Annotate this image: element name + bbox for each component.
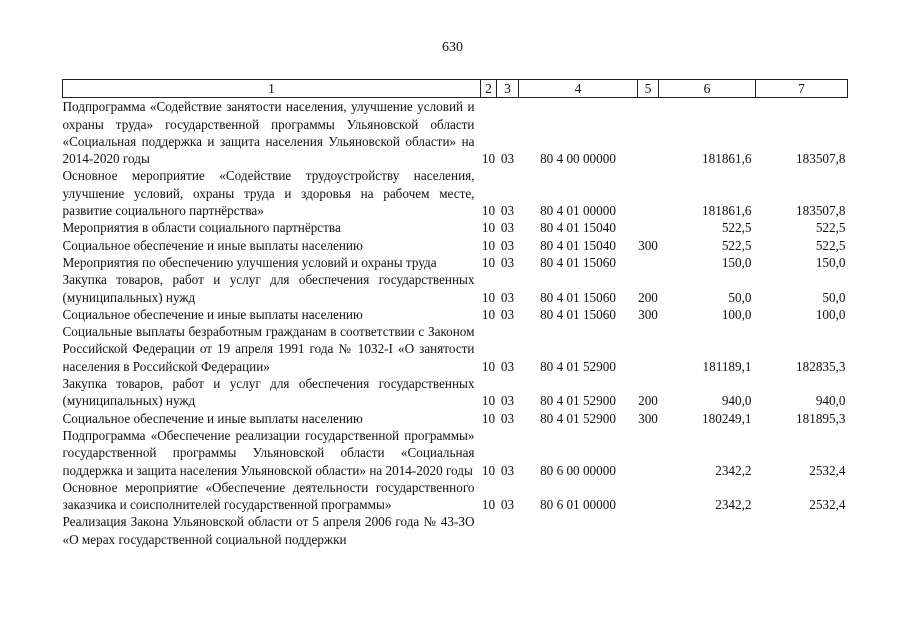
row-section (481, 513, 497, 548)
row-expense-type (638, 254, 659, 271)
row-amount-year1: 2342,2 (715, 462, 752, 478)
row-name: Социальное обеспечение и иные выплаты населению (62, 306, 363, 322)
row-amount-year1: 50,0 (728, 289, 752, 305)
row-name: Подпрограмма «Содействие занятости населения, улучшение условий и охраны труда» государственной программы Ульяновской области «Социальная поддержка и защита населения Ульяновской области» на 2014-2020 годы (62, 99, 475, 167)
row-name: Мероприятия в области социального партнёрства (62, 220, 341, 236)
row-subsection (497, 513, 519, 548)
row-expense-type (638, 323, 659, 375)
row-section: 10 (481, 220, 496, 236)
table-row (63, 427, 848, 479)
row-target-article: 80 4 01 52900 (540, 393, 616, 409)
row-name: Подпрограмма «Обеспечение реализации государственной программы» государственной программы Ульяновской области «Социальная поддержка и защита населения Ульяновской области» на 2014-2020 годы (62, 427, 475, 478)
row-amount-year1: 522,5 (721, 237, 752, 253)
row-expense-type: 300 (638, 306, 658, 322)
row-target-article: 80 4 01 52900 (540, 410, 616, 426)
row-section: 10 (481, 151, 496, 167)
row-expense-type (638, 98, 659, 168)
row-target-article: 80 6 00 00000 (540, 462, 616, 478)
row-target-article: 80 4 01 00000 (540, 203, 616, 219)
header-col-4: 4 (519, 80, 638, 98)
row-expense-type: 200 (638, 289, 658, 305)
row-amount-year2: 522,5 (815, 220, 846, 236)
table-row (63, 323, 848, 375)
table-row (63, 167, 848, 219)
row-amount-year2 (756, 513, 848, 548)
header-row (63, 80, 848, 98)
row-amount-year2: 522,5 (815, 237, 846, 253)
row-section: 10 (481, 393, 496, 409)
row-amount-year2: 940,0 (815, 393, 846, 409)
row-expense-type (638, 219, 659, 236)
header-col-7: 7 (756, 80, 848, 98)
row-expense-type (638, 167, 659, 219)
row-name: Реализация Закона Ульяновской области от 5 апреля 2006 года № 43-ЗО «О мерах государственной социальной поддержки (62, 514, 475, 547)
row-target-article: 80 4 01 15060 (540, 306, 616, 322)
row-name: Основное мероприятие «Обеспечение деятельности государственного заказчика и соисполнителей государственной программы» (62, 479, 475, 513)
row-amount-year1: 2342,2 (715, 497, 752, 513)
table-row (63, 219, 848, 236)
row-amount-year1: 100,0 (721, 306, 752, 322)
row-target-article: 80 4 01 15040 (540, 220, 616, 236)
row-target-article: 80 4 00 00000 (540, 151, 616, 167)
row-name: Социальные выплаты безработным гражданам в соответствии с Законом Российской Федерации от 19 апреля 1991 года № 1032-I «О занятости населения в Российской Федерации» (62, 324, 475, 374)
row-section: 10 (481, 289, 496, 305)
row-section: 10 (481, 462, 496, 478)
table-row (63, 306, 848, 323)
header-col-1: 1 (63, 80, 481, 98)
row-amount-year2: 2532,4 (809, 497, 846, 513)
table-row (63, 237, 848, 254)
row-section: 10 (481, 203, 496, 219)
row-target-article: 80 6 01 00000 (540, 497, 616, 513)
row-expense-type: 300 (638, 410, 658, 426)
row-subsection: 03 (500, 410, 515, 426)
header-col-5: 5 (638, 80, 659, 98)
table-body (63, 98, 848, 548)
row-amount-year2: 183507,8 (796, 203, 846, 219)
row-amount-year2: 183507,8 (796, 151, 846, 167)
row-amount-year1: 181861,6 (702, 151, 752, 167)
row-amount-year1: 181861,6 (702, 203, 752, 219)
row-expense-type: 200 (638, 393, 658, 409)
header-col-2: 2 (481, 80, 497, 98)
row-name: Мероприятия по обеспечению улучшения условий и охраны труда (62, 254, 437, 270)
row-amount-year2: 50,0 (822, 289, 846, 305)
header-col-6: 6 (659, 80, 756, 98)
header-col-3: 3 (497, 80, 519, 98)
row-subsection: 03 (500, 462, 515, 478)
row-target-article (519, 513, 638, 548)
row-subsection: 03 (500, 393, 515, 409)
row-expense-type (638, 427, 659, 479)
page-number: 630 (442, 40, 463, 55)
row-subsection: 03 (500, 254, 515, 270)
row-section: 10 (481, 410, 496, 426)
row-name: Социальное обеспечение и иные выплаты населению (62, 237, 363, 253)
row-amount-year2: 2532,4 (809, 462, 846, 478)
row-subsection: 03 (500, 358, 515, 374)
row-amount-year2: 182835,3 (796, 358, 846, 374)
row-name: Закупка товаров, работ и услуг для обеспечения государственных (муниципальных) нужд (62, 376, 475, 409)
row-amount-year1 (659, 513, 756, 548)
row-section: 10 (481, 358, 496, 374)
row-subsection: 03 (500, 497, 515, 513)
row-amount-year1: 522,5 (721, 220, 752, 236)
row-name: Основное мероприятие «Содействие трудоустройству населения, улучшение условий, охраны труда и здоровья на рабочем месте, развитие социального партнёрства» (62, 168, 475, 219)
row-amount-year1: 940,0 (721, 393, 752, 409)
row-amount-year1: 181189,1 (702, 358, 752, 374)
table-row (63, 254, 848, 271)
row-expense-type (638, 513, 659, 548)
row-target-article: 80 4 01 52900 (540, 358, 616, 374)
row-target-article: 80 4 01 15060 (540, 289, 616, 305)
table-row (63, 410, 848, 427)
row-name: Социальное обеспечение и иные выплаты населению (62, 410, 363, 426)
row-section: 10 (481, 497, 496, 513)
table-row (63, 513, 848, 548)
table-row (63, 98, 848, 168)
budget-table (62, 79, 848, 548)
row-subsection: 03 (500, 151, 515, 167)
row-amount-year2: 150,0 (815, 254, 846, 270)
row-amount-year1: 180249,1 (702, 410, 752, 426)
row-subsection: 03 (500, 237, 515, 253)
row-expense-type: 300 (638, 237, 658, 253)
row-amount-year2: 181895,3 (796, 410, 846, 426)
row-target-article: 80 4 01 15060 (540, 254, 616, 270)
table-row (63, 479, 848, 514)
row-name: Закупка товаров, работ и услуг для обеспечения государственных (муниципальных) нужд (62, 272, 475, 305)
row-subsection: 03 (500, 203, 515, 219)
row-subsection: 03 (500, 306, 515, 322)
row-subsection: 03 (500, 220, 515, 236)
row-section: 10 (481, 306, 496, 322)
row-section: 10 (481, 237, 496, 253)
row-amount-year2: 100,0 (815, 306, 846, 322)
row-subsection: 03 (500, 289, 515, 305)
table-row (63, 271, 848, 306)
table-row (63, 375, 848, 410)
row-section: 10 (481, 254, 496, 270)
row-expense-type (638, 479, 659, 514)
row-amount-year1: 150,0 (721, 254, 752, 270)
row-target-article: 80 4 01 15040 (540, 237, 616, 253)
